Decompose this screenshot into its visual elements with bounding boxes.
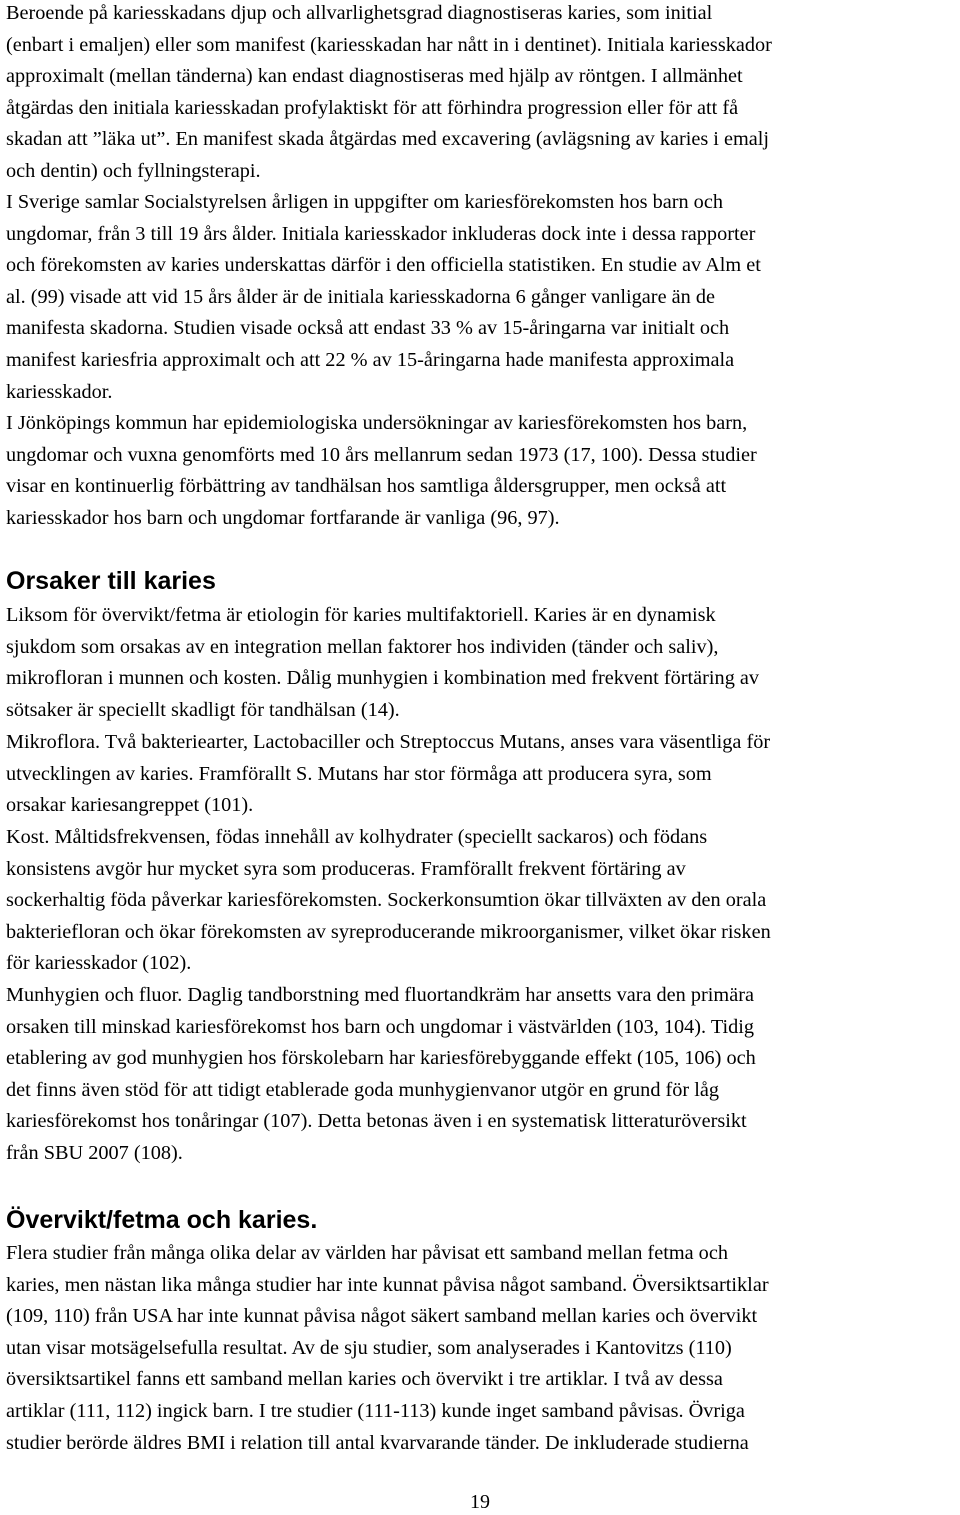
text-line: sjukdom som orsakas av en integration mellan faktorer hos individen (tänder och saliv), <box>6 635 719 658</box>
section-heading-causes: Orsaker till karies <box>6 567 216 595</box>
text-line: kariesskador. <box>6 380 113 403</box>
text-line: Beroende på kariesskadans djup och allvarlighetsgrad diagnostiseras karies, som initial <box>6 2 713 24</box>
text-line: karies, men nästan lika många studier har inte kunnat påvisa något samband. Översiktsartiklar <box>6 1273 769 1296</box>
text-line: Munhygien och fluor. Daglig tandborstning med fluortandkräm har ansetts vara den primära <box>6 984 754 1006</box>
text-line: studier berörde äldres BMI i relation till antal kvarvarande tänder. De inkluderade studierna <box>6 1431 749 1454</box>
paragraph-caries-diagnosis <box>6 0 772 188</box>
text-line: (enbart i emaljen) eller som manifest (kariesskadan har nått in i dentinet). Initiala kariesskador <box>6 33 772 56</box>
text-line: visar en kontinuerlig förbättring av tandhälsan hos samtliga åldersgrupper, men också att <box>6 475 727 498</box>
paragraph-socialstyrelsen <box>6 187 761 408</box>
text-line: (109, 110) från USA har inte kunnat påvisa något säkert samband mellan karies och övervikt <box>6 1305 758 1328</box>
text-line: artiklar (111, 112) ingick barn. I tre studier (111-113) kunde inget samband påvisas. Övriga <box>6 1399 745 1422</box>
text-line: det finns även stöd för att tidigt etablerade goda munhygienvanor utgör en grund för låg <box>6 1078 720 1101</box>
text-line: I Jönköpings kommun har epidemiologiska undersökningar av kariesförekomsten hos barn, <box>6 412 748 434</box>
text-line: orsaken till minskad kariesförekomst hos barn och ungdomar i västvärlden (103, 104). Tidig <box>6 1015 755 1038</box>
text-line: kariesförekomst hos tonåringar (107). Detta betonas även i en systematisk litteraturöversikt <box>6 1110 747 1133</box>
text-line: Flera studier från många olika delar av världen har påvisat ett samband mellan fetma och <box>6 1242 728 1264</box>
text-line: och dentin) och fyllningsterapi. <box>6 159 261 182</box>
text-line: manifest kariesfria approximalt och att 22 % av 15-åringarna hade manifesta approximala <box>6 348 735 371</box>
text-line: för kariesskador (102). <box>6 952 192 975</box>
text-line: Liksom för övervikt/fetma är etiologin för karies multifaktoriell. Karies är en dynamisk <box>6 604 716 626</box>
text-line: utan visar motsägelsefulla resultat. Av de sju studier, som analyserades i Kantovitzs (110) <box>6 1336 732 1359</box>
text-line: Kost. Måltidsfrekvensen, födas innehåll av kolhydrater (speciellt sackaros) och födans <box>6 826 708 848</box>
text-line: konsistens avgör hur mycket syra som produceras. Framförallt frekvent förtäring av <box>6 857 686 880</box>
text-line: al. (99) visade att vid 15 års ålder är de initiala kariesskadorna 6 gånger vanligare än de <box>6 285 715 308</box>
text-line: bakteriefloran och ökar förekomsten av syreproducerande mikroorganismer, vilket ökar risken <box>6 920 771 943</box>
text-line: ungdomar, från 3 till 19 års ålder. Initiala kariesskador inkluderas dock inte i dessa rapporter <box>6 222 756 245</box>
paragraph-etiology <box>6 600 759 726</box>
text-line: från SBU 2007 (108). <box>6 1141 183 1164</box>
text-line: kariesskador hos barn och ungdomar fortfarande är vanliga (96, 97). <box>6 506 560 529</box>
text-line: manifesta skadorna. Studien visade också att endast 33 % av 15-åringarna var initialt och <box>6 317 730 340</box>
paragraph-jonkoping <box>6 408 757 534</box>
text-line: Mikroflora. Två bakteriearter, Lactobaciller och Streptoccus Mutans, anses vara väsentliga för <box>6 731 771 753</box>
paragraph-obesity-studies <box>6 1238 769 1459</box>
text-line: och förekomsten av karies underskattas därför i den officiella statistiken. En studie av Alm et <box>6 254 761 277</box>
section-heading-obesity-caries: Övervikt/fetma och karies. <box>6 1206 318 1234</box>
text-line: mikrofloran i munnen och kosten. Dålig munhygien i kombination med frekvent förtäring av <box>6 667 760 690</box>
text-line: sötsaker är speciellt skadligt för tandhälsan (14). <box>6 698 400 721</box>
text-line: sockerhaltig föda påverkar kariesförekomsten. Sockerkonsumtion ökar tillväxten av den orala <box>6 889 767 912</box>
text-line: approximalt (mellan tänderna) kan endast diagnostiseras med hjälp av röntgen. I allmänhet <box>6 65 743 88</box>
text-line: I Sverige samlar Socialstyrelsen årligen in uppgifter om kariesförekomsten hos barn och <box>6 191 723 213</box>
paragraph-microflora <box>6 727 770 822</box>
paragraph-hygiene-fluoride <box>6 980 756 1170</box>
text-line: översiktsartikel fanns ett samband mellan karies och övervikt i tre artiklar. I två av dessa <box>6 1368 723 1391</box>
text-line: ungdomar och vuxna genomförts med 10 års mellanrum sedan 1973 (17, 100). Dessa studier <box>6 443 757 466</box>
text-line: utvecklingen av karies. Framförallt S. Mutans har stor förmåga att producera syra, som <box>6 762 712 785</box>
paragraph-diet <box>6 822 771 980</box>
text-line: åtgärdas den initiala kariesskadan profylaktiskt för att förhindra progression eller för att få <box>6 96 739 119</box>
text-line: skadan att ”läka ut”. En manifest skada åtgärdas med excavering (avlägsning av karies i emalj <box>6 128 770 151</box>
page-number: 19 <box>470 1491 490 1513</box>
text-line: orsakar kariesangreppet (101). <box>6 794 254 817</box>
text-line: etablering av god munhygien hos förskolebarn har kariesförebyggande effekt (105, 106) och <box>6 1047 756 1070</box>
